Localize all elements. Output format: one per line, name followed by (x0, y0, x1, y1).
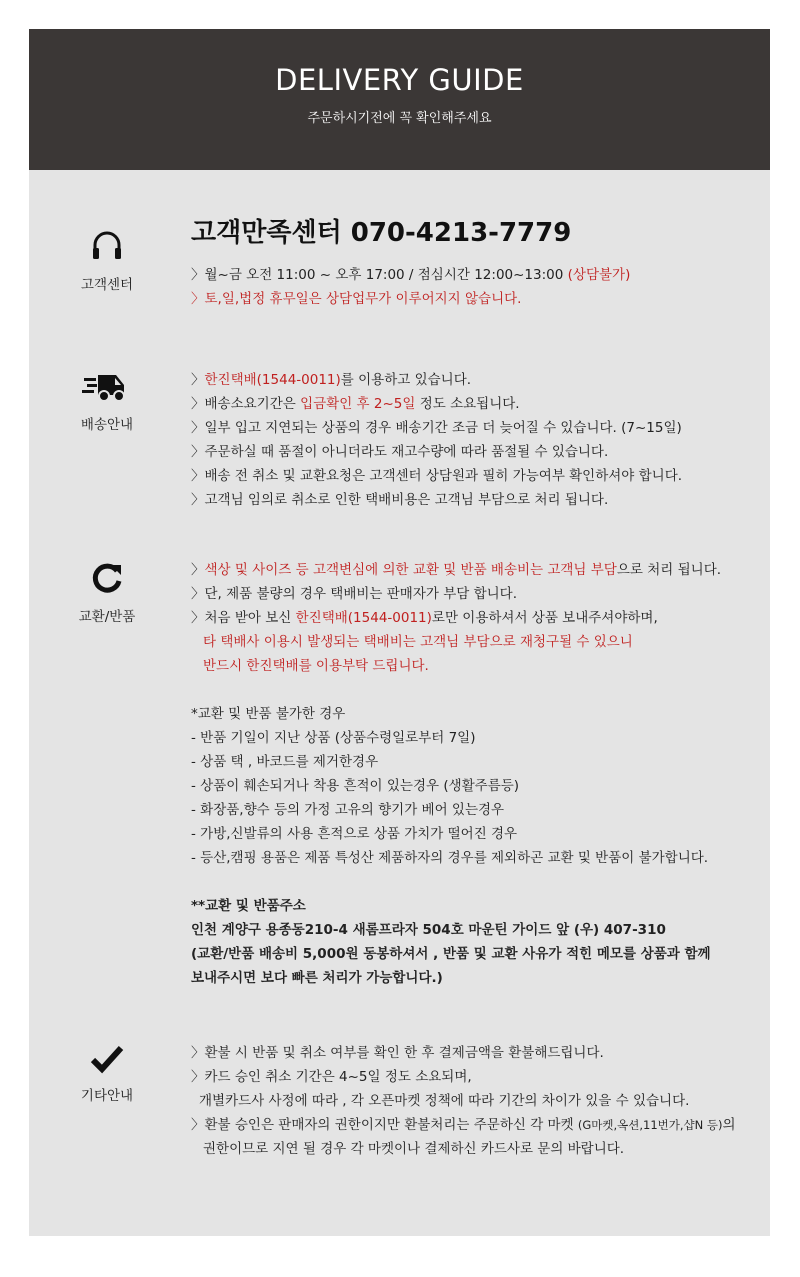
exchange-line-3 (191, 608, 658, 628)
delivery-line-1-carrier: 한진택배(1544-0011) (204, 372, 341, 388)
other-icon-box (47, 1044, 167, 1104)
other-line-4 (191, 1115, 736, 1135)
exchange-line-1-rest: 으로 처리 됩니다. (616, 562, 722, 578)
address-title: **교환 및 반품주소 (191, 898, 306, 914)
not-allowed-item: - 가방,신발류의 사용 흔적으로 상품 가치가 떨어진 경우 (191, 826, 518, 842)
delivery-line-1-rest: 를 이용하고 있습니다. (340, 372, 472, 388)
exchange-line-5: 반드시 한진택배를 이용부탁 드립니다. (203, 658, 429, 674)
exchange-line-3-rest: 로만 이용하셔서 상품 보내주셔야하며, (431, 610, 658, 626)
delivery-line-2-prefix: 〉배송소요기간은 (191, 396, 301, 412)
exchange-line-2: 〉단, 제품 불량의 경우 택배비는 판매자가 부담 합니다. (191, 586, 517, 602)
not-allowed-item: - 화장품,향수 등의 가정 고유의 향기가 베어 있는경우 (191, 802, 505, 818)
hours-main: 〉월~금 오전 11:00 ~ 오후 17:00 / 점심시간 12:00~13:00 (191, 267, 568, 283)
delivery-line-2 (191, 394, 520, 414)
address-note-2: 보내주시면 보다 빠른 처리가 가능합니다.) (191, 970, 443, 986)
other-line-2: 〉카드 승인 취소 기간은 4~5일 정도 소요되며, (191, 1069, 472, 1085)
customer-center-holiday: 〉토,일,법정 휴무일은 상담업무가 이루어지지 않습니다. (191, 291, 522, 307)
hours-note: (상담불가) (567, 267, 631, 283)
exchange-line-1 (191, 560, 721, 580)
delivery-label: 배송안내 (80, 417, 134, 433)
not-allowed-item: - 상품이 훼손되거나 착용 흔적이 있는경우 (생활주름등) (191, 778, 520, 794)
exchange-icon-box (47, 561, 167, 625)
other-line-4-markets: (G마켓,옥션,11번가,샵N 등) (577, 1118, 723, 1132)
delivery-line-5: 〉배송 전 취소 및 교환요청은 고객센터 상담원과 필히 가능여부 확인하셔야 합니다. (191, 468, 683, 484)
other-line-4-main: 〉환불 승인은 판매자의 권한이지만 환불처리는 주문하신 각 마켓 (191, 1117, 578, 1133)
not-allowed-item: - 반품 기일이 지난 상품 (상품수령일로부터 7일) (191, 730, 476, 746)
customer-center-heading: 고객만족센터 070-4213-7779 (191, 218, 572, 248)
delivery-line-1-prefix: 〉 (191, 372, 205, 388)
exchange-line-3-carrier: 한진택배(1544-0011) (295, 610, 432, 626)
delivery-line-6: 〉고객님 임의로 취소로 인한 택배비용은 고객님 부담으로 처리 됩니다. (191, 492, 609, 508)
page-title: DELIVERY GUIDE (275, 63, 524, 97)
exchange-line-1-red: 색상 및 사이즈 등 고객변심에 의한 교환 및 반품 배송비는 고객님 부담 (204, 562, 617, 578)
customer-center-icon-box (47, 229, 167, 293)
not-allowed-item: - 등산,캠핑 용품은 제품 특성산 제품하자의 경우를 제외하곤 교환 및 반품이 불가합니다. (191, 850, 709, 866)
refresh-icon (90, 561, 124, 595)
customer-center-hours (191, 265, 630, 285)
other-line-5: 권한이므로 지연 될 경우 각 마켓이나 결제하신 카드사로 문의 바랍니다. (203, 1141, 625, 1157)
exchange-line-1-prefix: 〉 (191, 562, 205, 578)
delivery-line-2-rest: 정도 소요됩니다. (415, 396, 520, 412)
guide-header (29, 29, 770, 170)
other-line-4-end: 의 (722, 1117, 736, 1133)
delivery-line-3: 〉일부 입고 지연되는 상품의 경우 배송기간 조금 더 늦어질 수 있습니다. (7~15일) (191, 420, 682, 436)
return-address: 인천 계양구 용종동210-4 새롬프라자 504호 마운틴 가이드 앞 (우) 407-310 (191, 922, 666, 938)
customer-center-label: 고객센터 (80, 277, 134, 293)
delivery-line-4: 〉주문하실 때 품절이 아니더라도 재고수량에 따라 품절될 수 있습니다. (191, 444, 609, 460)
other-line-1: 〉환불 시 반품 및 취소 여부를 확인 한 후 결제금액을 환불해드립니다. (191, 1045, 604, 1061)
address-note-1: (교환/반품 배송비 5,000원 동봉하셔서 , 반품 및 교환 사유가 적힌 메모를 상품과 함께 (191, 946, 711, 962)
headphones-icon (90, 229, 124, 263)
not-allowed-title: *교환 및 반품 불가한 경우 (191, 706, 346, 722)
delivery-truck-icon (82, 369, 132, 403)
exchange-label: 교환/반품 (78, 609, 136, 625)
delivery-line-1 (191, 370, 471, 390)
delivery-guide-card (29, 29, 770, 1236)
page-subtitle: 주문하시기전에 꼭 확인해주세요 (307, 111, 492, 126)
checkmark-icon (90, 1044, 124, 1074)
delivery-icon-box (47, 369, 167, 433)
exchange-line-4: 타 택배사 이용시 발생되는 택배비는 고객님 부담으로 재청구될 수 있으니 (203, 634, 633, 650)
delivery-line-2-period: 입금확인 후 2~5일 (300, 396, 416, 412)
exchange-line-3-prefix: 〉처음 받아 보신 (191, 610, 296, 626)
other-label: 기타안내 (80, 1088, 134, 1104)
other-line-3: 개별카드사 사정에 따라 , 각 오픈마켓 정책에 따라 기간의 차이가 있을 수 있습니다. (199, 1093, 690, 1109)
not-allowed-item: - 상품 택 , 바코드를 제거한경우 (191, 754, 379, 770)
